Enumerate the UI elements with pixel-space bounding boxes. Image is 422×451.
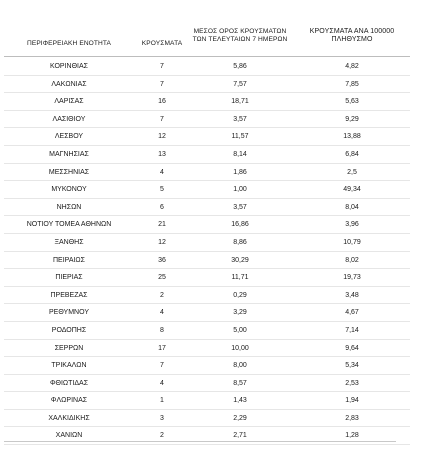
- cell-region: ΠΕΙΡΑΙΩΣ: [53, 256, 85, 264]
- table-row: [0, 146, 422, 164]
- cell-cases-per-100k: 1,28: [345, 432, 359, 440]
- cell-seven-day-average: 11,57: [231, 133, 249, 141]
- cell-region: ΜΕΣΣΗΝΙΑΣ: [48, 168, 90, 176]
- cell-cases: 2: [160, 432, 164, 440]
- cell-cases: 12: [158, 238, 166, 246]
- cell-region: ΛΑΡΙΣΑΣ: [54, 98, 84, 106]
- cell-cases: 7: [160, 115, 164, 123]
- cell-region: ΠΡΕΒΕΖΑΣ: [50, 291, 88, 299]
- table-row: [0, 322, 422, 340]
- table-row: [0, 93, 422, 111]
- cell-region: ΡΟΔΟΠΗΣ: [51, 326, 87, 334]
- cell-cases: 1: [160, 397, 164, 405]
- header-cases: ΚΡΟΥΣΜΑΤΑ: [141, 40, 183, 47]
- cell-seven-day-average: 1,43: [233, 397, 247, 405]
- cell-cases-per-100k: 9,29: [345, 115, 359, 123]
- cell-cases: 4: [160, 309, 164, 317]
- cell-cases-per-100k: 7,14: [345, 326, 359, 334]
- cell-seven-day-average: 18,71: [231, 98, 249, 106]
- cell-cases: 7: [160, 362, 164, 370]
- cell-seven-day-average: 2,29: [233, 414, 247, 422]
- cell-region: ΞΑΝΘΗΣ: [54, 238, 84, 246]
- table-row: [0, 76, 422, 94]
- header-avg-line-1: ΜΕΣΟΣ ΟΡΟΣ ΚΡΟΥΣΜΑΤΩΝ: [193, 28, 287, 35]
- cell-cases: 13: [158, 150, 166, 158]
- cell-cases-per-100k: 2,53: [345, 379, 359, 387]
- table-bottom-divider: [4, 441, 396, 442]
- cell-seven-day-average: 0,29: [233, 291, 247, 299]
- header-region: ΠΕΡΙΦΕΡΕΙΑΚΗ ΕΝΟΤΗΤΑ: [26, 40, 112, 47]
- table-row: [0, 304, 422, 322]
- cell-seven-day-average: 7,57: [233, 80, 247, 88]
- table-header: [0, 26, 422, 54]
- cell-region: ΛΑΚΩΝΙΑΣ: [51, 80, 87, 88]
- cell-seven-day-average: 2,71: [233, 432, 247, 440]
- cell-cases-per-100k: 8,04: [345, 203, 359, 211]
- table-row: [0, 252, 422, 270]
- cell-seven-day-average: 30,29: [231, 256, 249, 264]
- cell-cases: 7: [160, 80, 164, 88]
- cell-cases: 7: [160, 63, 164, 70]
- cell-region: ΠΙΕΡΙΑΣ: [55, 274, 83, 282]
- cell-cases-per-100k: 13,88: [343, 133, 361, 141]
- cell-cases: 3: [160, 414, 164, 422]
- cell-cases-per-100k: 19,73: [343, 274, 361, 282]
- cell-cases-per-100k: 49,34: [343, 186, 361, 194]
- cell-region: ΦΛΩΡΙΝΑΣ: [50, 397, 88, 405]
- header-per100k-line-1: ΚΡΟΥΣΜΑΤΑ ΑΝΑ 100000: [309, 28, 395, 35]
- table-row: [0, 375, 422, 393]
- cell-cases-per-100k: 10,79: [343, 238, 361, 246]
- table-row: [0, 199, 422, 217]
- table-row: [0, 392, 422, 410]
- cell-cases: 16: [158, 98, 166, 106]
- cell-seven-day-average: 16,86: [231, 221, 249, 229]
- cell-seven-day-average: 3,29: [233, 309, 247, 317]
- cell-cases-per-100k: 5,63: [345, 98, 359, 106]
- table-row: [0, 58, 422, 76]
- header-avg-line-2: ΤΩΝ ΤΕΛΕΥΤΑΙΩΝ 7 ΗΜΕΡΩΝ: [192, 36, 288, 43]
- cell-cases-per-100k: 7,85: [345, 80, 359, 88]
- table-row: [0, 340, 422, 358]
- cell-cases: 21: [158, 221, 166, 229]
- cell-region: ΧΑΛΚΙΔΙΚΗΣ: [48, 414, 90, 422]
- table-row: [0, 234, 422, 252]
- cell-region: ΦΘΙΩΤΙΔΑΣ: [49, 379, 89, 387]
- cell-seven-day-average: 3,57: [233, 115, 247, 123]
- cell-seven-day-average: 8,14: [233, 150, 247, 158]
- cell-seven-day-average: 8,86: [233, 238, 247, 246]
- table-row: [0, 287, 422, 305]
- cell-region: ΛΕΣΒΟΥ: [54, 133, 84, 141]
- cell-seven-day-average: 5,86: [233, 63, 247, 70]
- cell-cases-per-100k: 2,5: [347, 168, 357, 176]
- cell-cases-per-100k: 6,84: [345, 150, 359, 158]
- cell-cases-per-100k: 5,34: [345, 362, 359, 370]
- cell-region: ΚΟΡΙΝΘΙΑΣ: [50, 63, 88, 70]
- header-per100k-line-2: ΠΛΗΘΥΣΜΟ: [331, 36, 373, 43]
- table-row: [0, 357, 422, 375]
- cell-seven-day-average: 8,57: [233, 379, 247, 387]
- cell-cases-per-100k: 2,83: [345, 414, 359, 422]
- table-row: [0, 181, 422, 199]
- cell-region: ΧΑΝΙΩΝ: [55, 432, 83, 440]
- cell-cases-per-100k: 3,96: [345, 221, 359, 229]
- cell-seven-day-average: 11,71: [231, 274, 249, 282]
- table-body: [0, 58, 422, 445]
- cell-cases: 25: [158, 274, 166, 282]
- cell-cases: 17: [158, 344, 166, 352]
- cell-cases-per-100k: 9,64: [345, 344, 359, 352]
- table-row: [0, 111, 422, 129]
- cell-region: ΣΕΡΡΩΝ: [54, 344, 84, 352]
- cell-region: ΤΡΙΚΑΛΩΝ: [51, 362, 87, 370]
- cell-seven-day-average: 10,00: [231, 344, 249, 352]
- header-seven-day-average: [178, 28, 302, 44]
- cell-cases: 4: [160, 168, 164, 176]
- cell-seven-day-average: 5,00: [233, 326, 247, 334]
- cell-region: ΜΑΓΝΗΣΙΑΣ: [49, 150, 89, 158]
- cell-cases-per-100k: 8,02: [345, 256, 359, 264]
- cell-cases: 2: [160, 291, 164, 299]
- cell-cases: 12: [158, 133, 166, 141]
- table-row: [0, 269, 422, 287]
- header-divider: [4, 56, 410, 57]
- table-row: [0, 128, 422, 146]
- cell-cases-per-100k: 1,94: [345, 397, 359, 405]
- header-cases-per-100k: [296, 28, 408, 44]
- cell-region: ΛΑΣΙΘΙΟΥ: [52, 115, 86, 123]
- cell-cases: 8: [160, 326, 164, 334]
- cell-region: ΡΕΘΥΜΝΟΥ: [48, 309, 89, 317]
- table-row: [0, 427, 422, 445]
- cell-cases: 5: [160, 186, 164, 194]
- table-row: [0, 216, 422, 234]
- cell-seven-day-average: 1,86: [233, 168, 247, 176]
- cell-region: ΝΗΣΩΝ: [56, 203, 82, 211]
- cell-seven-day-average: 3,57: [233, 203, 247, 211]
- cell-cases-per-100k: 3,48: [345, 291, 359, 299]
- table-row: [0, 164, 422, 182]
- cell-cases: 4: [160, 379, 164, 387]
- cell-cases-per-100k: 4,67: [345, 309, 359, 317]
- cell-region: ΝΟΤΙΟΥ ΤΟΜΕΑ ΑΘΗΝΩΝ: [26, 221, 112, 229]
- cell-seven-day-average: 8,00: [233, 362, 247, 370]
- table-row: [0, 410, 422, 428]
- cell-cases: 36: [158, 256, 166, 264]
- cell-seven-day-average: 1,00: [233, 186, 247, 194]
- cell-region: ΜΥΚΟΝΟΥ: [51, 186, 87, 194]
- cell-cases-per-100k: 4,82: [345, 63, 359, 70]
- cell-cases: 6: [160, 203, 164, 211]
